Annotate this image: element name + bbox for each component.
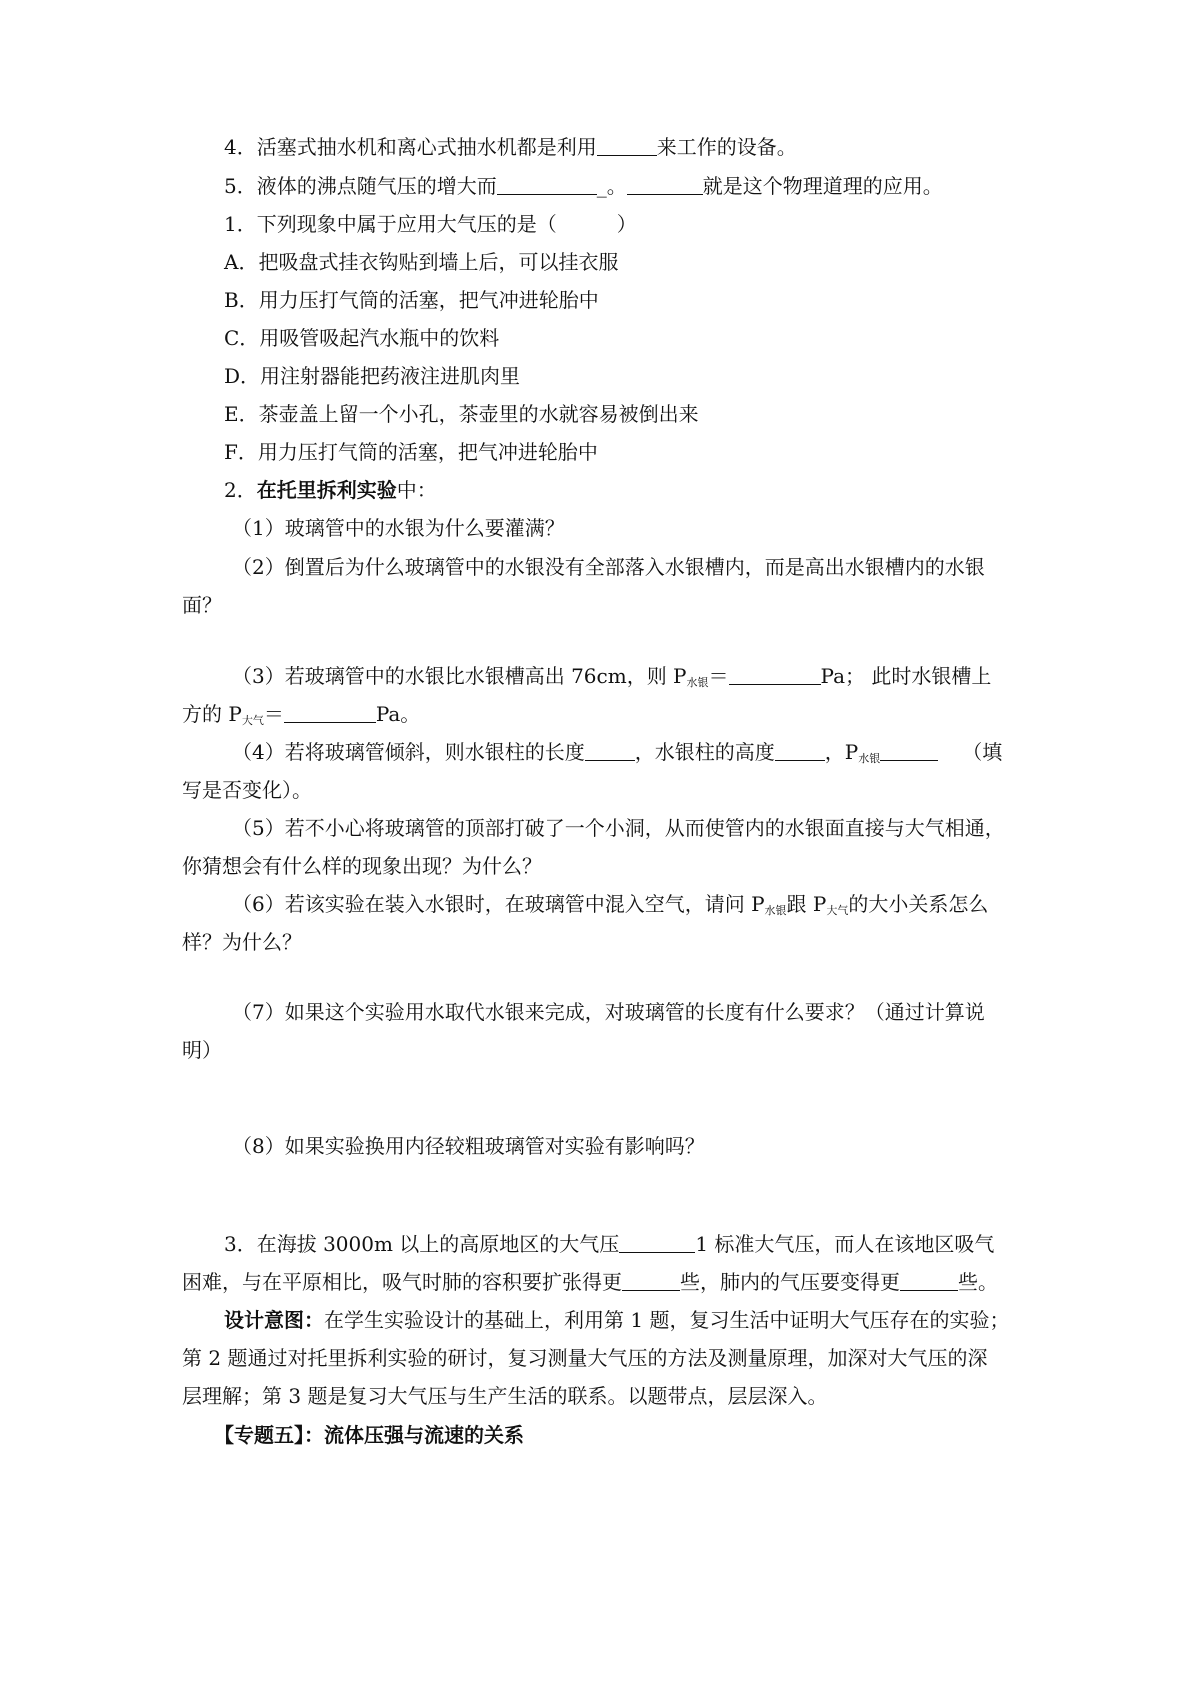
answer-blank[interactable] [284,704,376,723]
question-2-part-3: （3）若玻璃管中的水银比水银槽高出 76cm，则 $P_{水银}= Pa$； 此时水银槽上 [232,664,992,689]
question-2-part-6: （6）若该实验在装入水银时，在玻璃管中混入空气，请问 $P_{水银}$跟 $P_{大气}$的大小关系怎么 [232,892,989,917]
answer-blank[interactable] [619,1234,695,1253]
question-2-part-1: （1）玻璃管中的水银为什么要灌满？ [232,516,565,540]
question-2-part-3-cont: 方的 $P_{大气}= Pa$。 [182,702,421,727]
question-2-part-5-cont: 你猜想会有什么样的现象出现？为什么？ [182,854,542,878]
question-2-part-2-cont: 面？ [182,593,222,617]
answer-blank[interactable] [880,742,938,761]
design-intent-cont-1: 第 2 题通过对托里拆利实验的研讨，复习测量大气压的方法及测量原理，加深对大气压的深 [182,1346,988,1370]
question-2-part-4: （4）若将玻璃管倾斜，则水银柱的长度 ，水银柱的高度 ，$P_{水银}$ （填 [232,740,1003,765]
question-2-part-7-cont: 明） [182,1038,222,1062]
question-3-cont: 困难，与在平原相比，吸气时肺的容积要扩张得更 些，肺内的气压要变得更 些。 [182,1270,998,1294]
mc-option-e: E．茶壶盖上留一个小孔，茶壶里的水就容易被倒出来 [224,402,699,426]
answer-blank[interactable] [597,137,657,156]
mc-option-a: A．把吸盘式挂衣钩贴到墙上后，可以挂衣服 [224,250,619,274]
answer-blank[interactable] [622,1272,680,1291]
question-2-part-2: （2）倒置后为什么玻璃管中的水银没有全部落入水银槽内，而是高出水银槽内的水银 [232,555,985,579]
question-2-part-8: （8）如果实验换用内径较粗玻璃管对实验有影响吗？ [232,1134,705,1158]
mc-option-b: B．用力压打气筒的活塞，把气冲进轮胎中 [224,288,599,312]
question-3: 3．在海拔 3000m 以上的高原地区的大气压 1 标准大气压，而人在该地区吸气 [224,1232,995,1256]
mc-option-c: C．用吸管吸起汽水瓶中的饮料 [224,326,500,350]
answer-blank[interactable] [585,742,635,761]
question-2-stem: 2．在托里拆利实验中： [224,478,437,502]
question-2-part-7: （7）如果这个实验用水取代水银来完成，对玻璃管的长度有什么要求？（通过计算说 [232,1000,985,1024]
question-2-part-4-cont: 写是否变化）。 [182,778,312,802]
design-intent-cont-2: 层理解；第 3 题是复习大气压与生产生活的联系。以题带点，层层深入。 [182,1384,828,1408]
answer-blank[interactable] [729,666,821,685]
mc-option-d: D．用注射器能把药液注进肌肉里 [224,364,521,388]
question-2-part-5: （5）若不小心将玻璃管的顶部打破了一个小洞，从而使管内的水银面直接与大气相通， [232,816,1005,840]
question-4: 4．活塞式抽水机和离心式抽水机都是利用 来工作的设备。 [224,135,797,159]
question-2-part-6-cont: 样？为什么？ [182,930,302,954]
answer-blank[interactable] [900,1272,958,1291]
mc-question-stem: 1．下列现象中属于应用大气压的是（ ） [224,212,637,236]
question-5: 5．液体的沸点随气压的增大而 _。 就是这个物理道理的应用。 [224,174,943,198]
answer-blank[interactable] [497,176,597,195]
answer-blank[interactable] [627,176,703,195]
mc-option-f: F．用力压打气筒的活塞，把气冲进轮胎中 [224,440,598,464]
design-intent: 设计意图：在学生实验设计的基础上，利用第 1 题，复习生活中证明大气压存在的实验； [224,1308,1010,1332]
topic-5-heading: 【专题五】：流体压强与流速的关系 [214,1423,524,1447]
answer-blank[interactable] [775,742,825,761]
